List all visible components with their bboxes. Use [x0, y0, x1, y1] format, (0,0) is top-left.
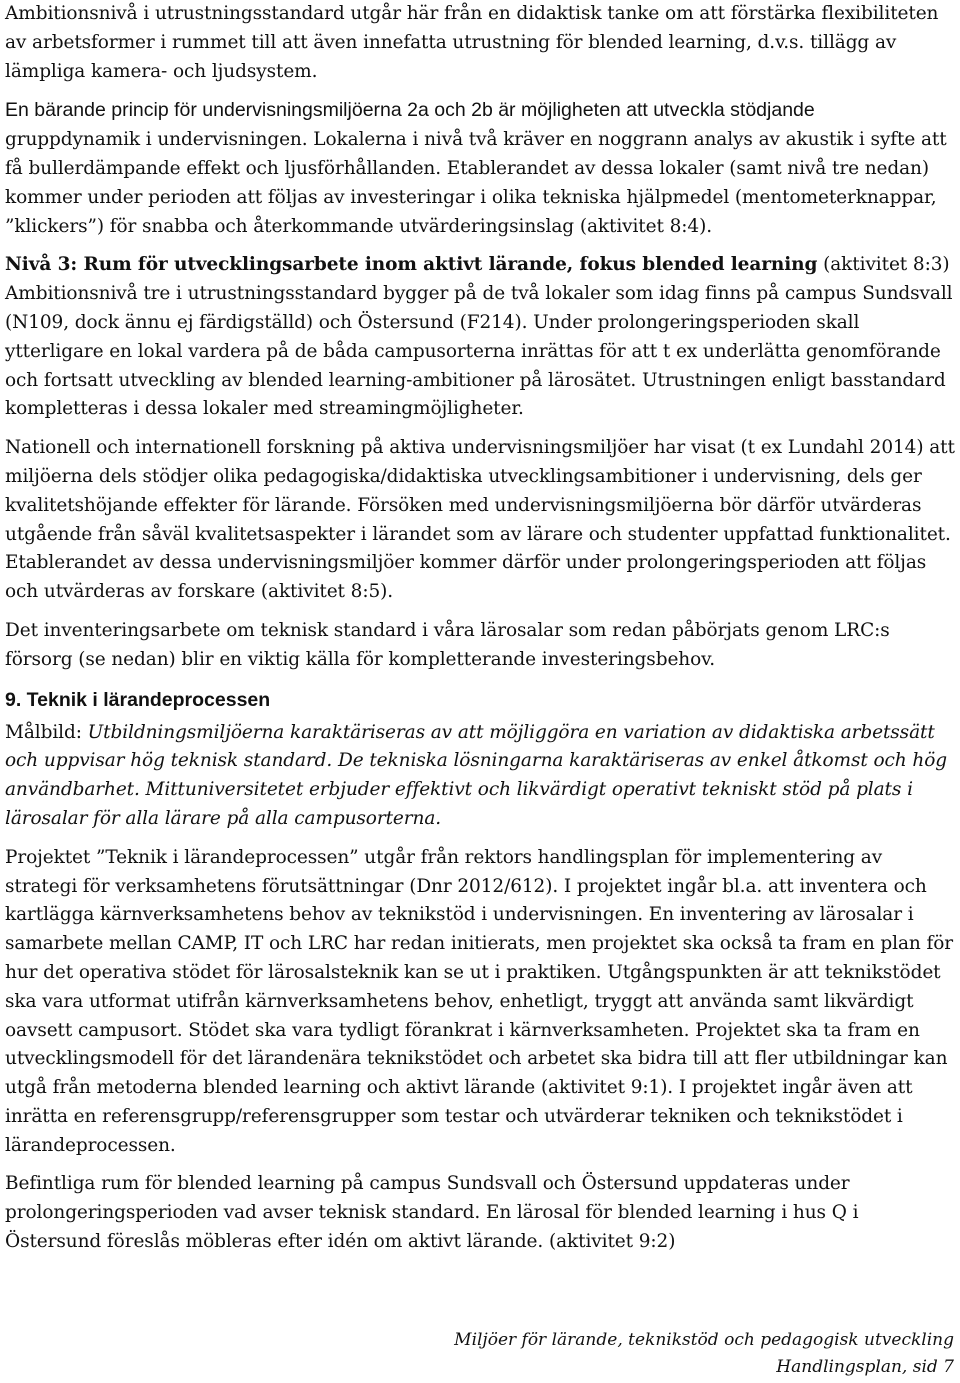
footer-page-number: Handlingsplan, sid 7 — [776, 1357, 954, 1377]
paragraph-existing-rooms: Befintliga rum för blended learning på campus Sundsvall och Östersund uppdateras under prolongeringsperioden vad avser teknisk standard. En lärosal för blended learning i hus Q i Östersund föreslås möbleras efter idén om aktivt lärande. (aktivitet 9:2) — [5, 1173, 859, 1253]
paragraph-level-three — [5, 251, 955, 424]
level-three-body: (aktivitet 8:3) Ambitionsnivå tre i utrustningsstandard bygger på de två lokaler som idag finns på campus Sundsvall (N109, dock ännu ej färdigställd) och Östersund (F214). Under prolongeringsperioden skall ytterligare en lokal vardera på de båda campusorterna inrättas för att t ex underlätta genomförande och fortsatt utveckling av blended learning-ambitioner på lärosätet. Utrustningen enligt basstandard kompletteras i dessa lokaler med streamingmöjligheter. — [5, 254, 953, 420]
paragraph-project: Projektet ”Teknik i lärandeprocessen” utgår från rektors handlingsplan för implementering av strategi för verksamhetens förutsättningar (Dnr 2012/612). I projektet ingår bl.a. att inventera och kartlägga kärnverksamhetens behov av teknikstöd i undervisningen. En inventering av lärosalar i samarbete mellan CAMP, IT och LRC har redan initierats, men projektet ska också ta fram en plan för hur det operativa stödet för lärosalsteknik kan se ut i praktiken. Utgångspunkten är att teknikstödet ska vara utformat utifrån kärnverksamhetens behov, enhetligt, tryggt att använda samt likvärdigt oavsett campusort. Stödet ska vara tydligt förankrat i kärnverksamheten. Projektet ska ta fram en utvecklingsmodell för det lärandenära teknikstödet och arbetet ska bidra till att fler utbildningar kan utgå från metoderna blended learning och aktivt lärande (aktivitet 9:1). I projektet ingår även att inrätta en referensgrupp/referensgrupper som testar och utvärderar tekniken och teknikstödet i lärandeprocessen. — [5, 846, 954, 1156]
paragraph-inventory: Det inventeringsarbete om teknisk standard i våra lärosalar som redan påbörjats genom LRC:s försorg (se nedan) blir en viktig källa för kompletterande investeringsbehov. — [5, 619, 890, 670]
goal-text: Utbildningsmiljöerna karaktäriseras av att möjliggöra en variation av didaktiska arbetssätt och uppvisar hög teknisk standard. De tekniska lösningarna karaktäriseras av enkel åtkomst och hög användbarhet. Mittuniversitetet erbjuder effektivt och likvärdigt operativt tekniskt stöd på plats i lärosalar för alla lärare på alla campusorterna. — [5, 721, 947, 829]
paragraph-research: Nationell och internationell forskning på aktiva undervisningsmiljöer har visat (t ex Lundahl 2014) att miljöerna dels stödjer olika pedagogiska/didaktiska utvecklingsambitioner i undervisning, dels ger kvalitetshöjande effekter för lärande. Försöken med undervisningsmiljöerna bör därför utvärderas utgående från såväl kvalitetsaspekter i lärandet som av lärare och studenter uppfattad funktionalitet. Etablerandet av dessa undervisningsmiljöer kommer därför under prolongeringsperioden att följas och utvärderas av forskare (aktivitet 8:5). — [5, 437, 955, 603]
goal-label: Målbild: — [5, 721, 88, 743]
paragraph-group-dynamics-lead: En bärande princip för undervisningsmiljöerna 2a och 2b är möjligheten att utveckla stödjande — [5, 99, 815, 122]
paragraph-group-dynamics — [5, 96, 955, 241]
paragraph-group-dynamics-body: gruppdynamik i undervisningen. Lokalerna i nivå två kräver en noggrann analys av akustik i syfte att få bullerdämpande effekt och ljusförhållanden. Etablerandet av dessa lokaler (samt nivå tre nedan) kommer under perioden att följas av investeringar i olika tekniska hjälpmedel (mentometerknappar, ”klickers”) för snabba och återkommande utvärderingsinslag (aktivitet 8:4). — [5, 129, 947, 237]
level-three-heading: Nivå 3: Rum för utvecklingsarbete inom aktivt lärande, fokus blended learning — [5, 254, 818, 276]
paragraph-ambition-level-two: Ambitionsnivå i utrustningsstandard utgår här från en didaktisk tanke om att förstärka flexibiliteten av arbetsformer i rummet till att även innefatta utrustning för blended learning, d.v.s. tillägg av lämpliga kamera- och ljudsystem. — [5, 3, 939, 82]
paragraph-goal — [5, 719, 955, 834]
page-footer — [454, 1327, 954, 1381]
document-page — [5, 0, 955, 1257]
footer-title: Miljöer för lärande, teknikstöd och pedagogisk utveckling — [454, 1330, 954, 1350]
section-heading: 9. Teknik i lärandeprocessen — [5, 688, 271, 711]
